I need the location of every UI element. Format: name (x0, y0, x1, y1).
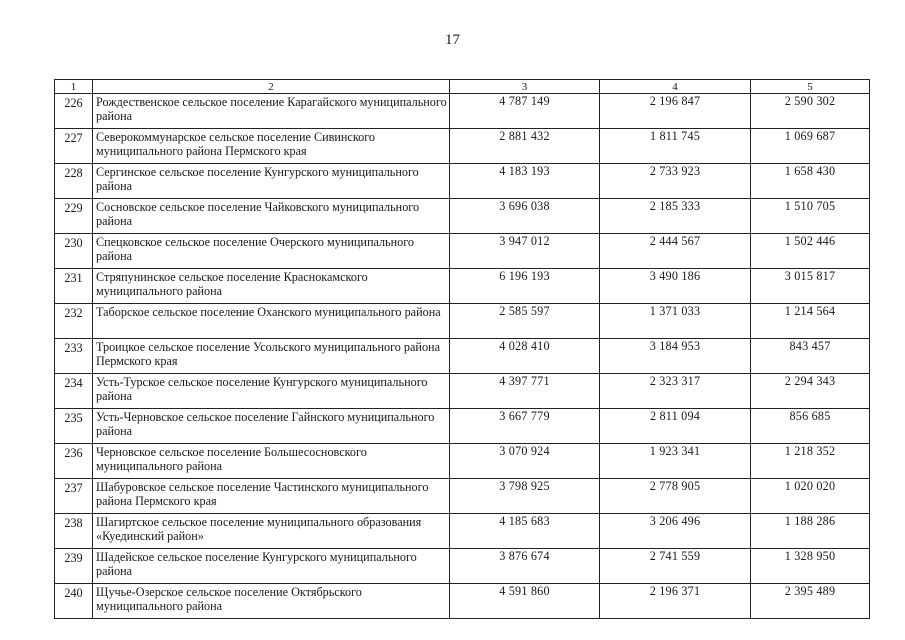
row-number: 229 (55, 199, 93, 234)
value-column-5: 2 395 489 (751, 584, 870, 619)
value-column-3: 4 787 149 (450, 94, 600, 129)
table-row (55, 269, 870, 304)
value-column-4: 3 490 186 (600, 269, 751, 304)
column-header-4: 4 (600, 80, 751, 94)
value-column-4: 1 923 341 (600, 444, 751, 479)
table-row (55, 374, 870, 409)
row-number: 237 (55, 479, 93, 514)
row-number: 228 (55, 164, 93, 199)
settlement-name: Усть-Черновское сельское поселение Гайнского муниципального района (93, 409, 450, 444)
settlement-name: Шабуровское сельское поселение Частинского муниципального района Пермского края (93, 479, 450, 514)
column-header-5: 5 (751, 80, 870, 94)
column-header-2: 2 (93, 80, 450, 94)
column-header-1: 1 (55, 80, 93, 94)
value-column-5: 1 188 286 (751, 514, 870, 549)
settlement-name: Усть-Турское сельское поселение Кунгурского муниципального района (93, 374, 450, 409)
value-column-3: 3 876 674 (450, 549, 600, 584)
value-column-4: 2 733 923 (600, 164, 751, 199)
value-column-4: 2 196 847 (600, 94, 751, 129)
value-column-4: 3 184 953 (600, 339, 751, 374)
value-column-3: 2 881 432 (450, 129, 600, 164)
table-row (55, 164, 870, 199)
value-column-3: 3 696 038 (450, 199, 600, 234)
settlement-name: Сергинское сельское поселение Кунгурского муниципального района (93, 164, 450, 199)
value-column-5: 1 214 564 (751, 304, 870, 339)
value-column-4: 3 206 496 (600, 514, 751, 549)
settlement-name: Черновское сельское поселение Большесосновского муниципального района (93, 444, 450, 479)
row-number: 227 (55, 129, 93, 164)
row-number: 236 (55, 444, 93, 479)
table-row (55, 549, 870, 584)
row-number: 226 (55, 94, 93, 129)
table-row (55, 199, 870, 234)
table-row (55, 444, 870, 479)
row-number: 231 (55, 269, 93, 304)
table-row (55, 479, 870, 514)
value-column-4: 2 323 317 (600, 374, 751, 409)
value-column-3: 3 798 925 (450, 479, 600, 514)
value-column-3: 4 028 410 (450, 339, 600, 374)
row-number: 234 (55, 374, 93, 409)
settlement-name: Северокоммунарское сельское поселение Сивинского муниципального района Пермского края (93, 129, 450, 164)
settlement-name: Шагиртское сельское поселение муниципального образования «Куединский район» (93, 514, 450, 549)
value-column-4: 1 811 745 (600, 129, 751, 164)
value-column-4: 2 811 094 (600, 409, 751, 444)
value-column-4: 1 371 033 (600, 304, 751, 339)
value-column-3: 3 070 924 (450, 444, 600, 479)
value-column-3: 6 196 193 (450, 269, 600, 304)
table-row (55, 129, 870, 164)
row-number: 230 (55, 234, 93, 269)
value-column-5: 1 658 430 (751, 164, 870, 199)
value-column-5: 856 685 (751, 409, 870, 444)
table-row (55, 339, 870, 374)
value-column-4: 2 778 905 (600, 479, 751, 514)
table-row (55, 304, 870, 339)
row-number: 235 (55, 409, 93, 444)
value-column-3: 3 667 779 (450, 409, 600, 444)
value-column-3: 4 185 683 (450, 514, 600, 549)
settlement-name: Рождественское сельское поселение Карагайского муниципального района (93, 94, 450, 129)
table-row (55, 514, 870, 549)
settlement-name: Троицкое сельское поселение Усольского муниципального района Пермского края (93, 339, 450, 374)
value-column-5: 2 590 302 (751, 94, 870, 129)
settlement-name: Сосновское сельское поселение Чайковского муниципального района (93, 199, 450, 234)
value-column-5: 1 218 352 (751, 444, 870, 479)
table-row (55, 94, 870, 129)
value-column-3: 4 183 193 (450, 164, 600, 199)
row-number: 239 (55, 549, 93, 584)
value-column-5: 1 020 020 (751, 479, 870, 514)
value-column-5: 1 510 705 (751, 199, 870, 234)
value-column-4: 2 444 567 (600, 234, 751, 269)
value-column-5: 1 502 446 (751, 234, 870, 269)
settlement-budget-table (54, 79, 870, 619)
table-header-row (55, 80, 870, 94)
value-column-4: 2 196 371 (600, 584, 751, 619)
value-column-3: 4 397 771 (450, 374, 600, 409)
row-number: 232 (55, 304, 93, 339)
value-column-5: 1 069 687 (751, 129, 870, 164)
settlement-name: Таборское сельское поселение Оханского муниципального района (93, 304, 450, 339)
row-number: 233 (55, 339, 93, 374)
settlement-name: Щучье-Озерское сельское поселение Октябрьского муниципального района (93, 584, 450, 619)
table-body (55, 80, 870, 619)
value-column-5: 843 457 (751, 339, 870, 374)
table-row (55, 584, 870, 619)
settlement-name: Шадейское сельское поселение Кунгурского муниципального района (93, 549, 450, 584)
value-column-3: 4 591 860 (450, 584, 600, 619)
column-header-3: 3 (450, 80, 600, 94)
table-row (55, 234, 870, 269)
value-column-5: 3 015 817 (751, 269, 870, 304)
value-column-4: 2 185 333 (600, 199, 751, 234)
table-row (55, 409, 870, 444)
page-number: 17 (445, 32, 460, 48)
value-column-3: 3 947 012 (450, 234, 600, 269)
value-column-3: 2 585 597 (450, 304, 600, 339)
row-number: 238 (55, 514, 93, 549)
value-column-5: 2 294 343 (751, 374, 870, 409)
value-column-5: 1 328 950 (751, 549, 870, 584)
settlement-name: Спецковское сельское поселение Очерского муниципального района (93, 234, 450, 269)
value-column-4: 2 741 559 (600, 549, 751, 584)
row-number: 240 (55, 584, 93, 619)
settlement-name: Стряпунинское сельское поселение Краснокамского муниципального района (93, 269, 450, 304)
